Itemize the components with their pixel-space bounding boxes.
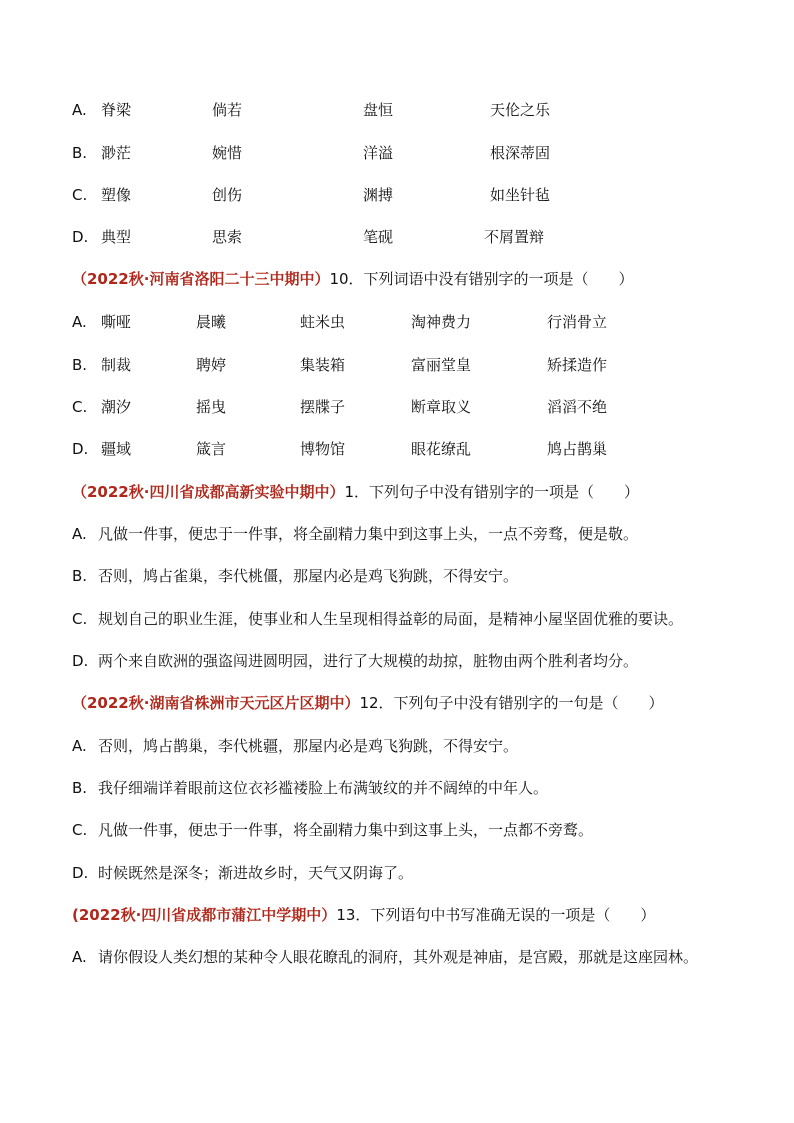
word: 鸠占鹊巢 bbox=[547, 440, 608, 458]
word: 洋溢 bbox=[363, 144, 394, 162]
word: 断章取义 bbox=[411, 398, 472, 416]
q12-header bbox=[0, 690, 794, 716]
option-text: 时候既然是深冬；渐进故乡时，天气又阴诲了。 bbox=[98, 864, 414, 882]
word: 典型 bbox=[101, 228, 132, 246]
option-letter: D. bbox=[72, 864, 89, 882]
option-text: 我仔细端详着眼前这位衣衫褴褛脸上布满皱纹的并不阔绰的中年人。 bbox=[98, 779, 549, 797]
q13-stem: 13．下列语句中书写准确无误的一项是（ ） bbox=[336, 906, 656, 924]
word: 聘婷 bbox=[196, 356, 227, 374]
q12-stem: 12．下列句子中没有错别字的一句是（ ） bbox=[359, 694, 664, 712]
q10-option-d bbox=[0, 436, 794, 462]
word: 倘若 bbox=[212, 101, 243, 119]
word: 根深蒂固 bbox=[490, 144, 551, 162]
q10-option-b bbox=[0, 352, 794, 378]
word: 摆牒子 bbox=[300, 398, 346, 416]
q12-option-b bbox=[0, 775, 794, 801]
option-letter: A. bbox=[72, 948, 87, 966]
q9-option-a bbox=[0, 97, 794, 123]
word: 晨曦 bbox=[196, 313, 227, 331]
option-letter: B. bbox=[72, 779, 88, 797]
word: 摇曳 bbox=[196, 398, 227, 416]
q11-header bbox=[0, 479, 794, 505]
word: 天伦之乐 bbox=[490, 101, 551, 119]
option-text: 请你假设人类幻想的某种令人眼花瞭乱的洞府，其外观是神庙，是宫殿，那就是这座园林。 bbox=[98, 948, 699, 966]
word: 盘恒 bbox=[363, 101, 394, 119]
q12-option-c bbox=[0, 817, 794, 843]
option-letter: A. bbox=[72, 525, 87, 543]
option-text: 否则，鸠占雀巢，李代桃僵，那屋内必是鸡飞狗跳，不得安宁。 bbox=[98, 567, 519, 585]
word: 渺茫 bbox=[101, 144, 132, 162]
q13-source: (2022秋·四川省成都市蒲江中学期中） bbox=[72, 906, 337, 924]
word: 眼花缭乱 bbox=[411, 440, 472, 458]
option-text: 规划自己的职业生涯，使事业和人生呈现相得益彰的局面，是精神小屋坚固优雅的要诀。 bbox=[98, 610, 684, 628]
option-letter: D. bbox=[72, 228, 89, 246]
word: 创伤 bbox=[212, 186, 243, 204]
word: 矫揉造作 bbox=[547, 356, 608, 374]
word: 如坐针毡 bbox=[490, 186, 551, 204]
q9-option-b bbox=[0, 140, 794, 166]
word: 滔滔不绝 bbox=[547, 398, 608, 416]
word: 思索 bbox=[212, 228, 243, 246]
q13-header bbox=[0, 902, 794, 928]
option-text: 否则，鸠占鹊巢，李代桃疆，那屋内必是鸡飞狗跳，不得安宁。 bbox=[98, 737, 519, 755]
q12-option-d bbox=[0, 860, 794, 886]
option-letter: C. bbox=[72, 821, 88, 839]
word: 脊梁 bbox=[101, 101, 132, 119]
word: 箴言 bbox=[196, 440, 227, 458]
option-letter: D. bbox=[72, 440, 89, 458]
q10-stem: 10．下列词语中没有错别字的一项是（ ） bbox=[329, 270, 634, 288]
q9-option-c bbox=[0, 182, 794, 208]
word: 集装箱 bbox=[300, 356, 346, 374]
q10-source: （2022秋·河南省洛阳二十三中期中） bbox=[72, 270, 330, 288]
option-letter: B. bbox=[72, 144, 88, 162]
q11-source: （2022秋·四川省成都高新实验中期中） bbox=[72, 483, 345, 501]
word: 博物馆 bbox=[300, 440, 346, 458]
q9-option-d bbox=[0, 224, 794, 250]
option-letter: B. bbox=[72, 567, 88, 585]
option-text: 两个来自欧洲的强盗闯进圆明园，进行了大规模的劫掠，脏物由两个胜利者均分。 bbox=[98, 652, 639, 670]
word: 婉惜 bbox=[212, 144, 243, 162]
word: 不屑置辩 bbox=[484, 228, 545, 246]
option-letter: A. bbox=[72, 313, 87, 331]
option-letter: A. bbox=[72, 737, 87, 755]
option-letter: B. bbox=[72, 356, 88, 374]
word: 渊搏 bbox=[363, 186, 394, 204]
option-letter: C. bbox=[72, 610, 88, 628]
q10-option-a bbox=[0, 309, 794, 335]
option-letter: A. bbox=[72, 101, 87, 119]
q11-option-d bbox=[0, 648, 794, 674]
option-letter: C. bbox=[72, 398, 88, 416]
q10-option-c bbox=[0, 394, 794, 420]
word: 笔砚 bbox=[363, 228, 394, 246]
word: 潮汐 bbox=[101, 398, 132, 416]
option-letter: D. bbox=[72, 652, 89, 670]
q13-option-a bbox=[0, 944, 794, 970]
q11-stem: 1．下列句子中没有错别字的一项是（ ） bbox=[344, 483, 639, 501]
word: 淘神费力 bbox=[411, 313, 472, 331]
q12-source: （2022秋·湖南省株洲市天元区片区期中） bbox=[72, 694, 360, 712]
q11-option-a bbox=[0, 521, 794, 547]
q12-option-a bbox=[0, 733, 794, 759]
q11-option-b bbox=[0, 563, 794, 589]
option-text: 凡做一件事，便忠于一件事，将全副精力集中到这事上头，一点都不旁鹜。 bbox=[98, 821, 594, 839]
word: 嘶哑 bbox=[101, 313, 132, 331]
word: 富丽堂皇 bbox=[411, 356, 472, 374]
option-text: 凡做一件事，便忠于一件事，将全副精力集中到这事上头，一点不旁骛，便是敬。 bbox=[98, 525, 639, 543]
word: 蛀米虫 bbox=[300, 313, 346, 331]
word: 塑像 bbox=[101, 186, 132, 204]
q11-option-c bbox=[0, 606, 794, 632]
word: 行消骨立 bbox=[547, 313, 608, 331]
option-letter: C. bbox=[72, 186, 88, 204]
word: 制裁 bbox=[101, 356, 132, 374]
word: 疆域 bbox=[101, 440, 132, 458]
q10-header bbox=[0, 266, 794, 292]
